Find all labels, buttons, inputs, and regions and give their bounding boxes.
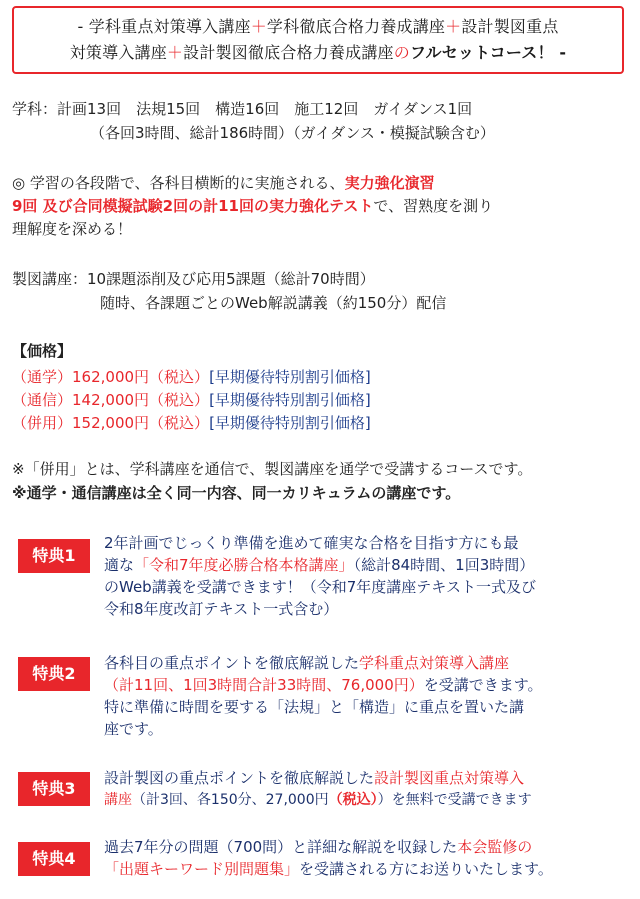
perk-4-text (104, 836, 636, 880)
banner-text: 対策導入講座 (69, 43, 167, 62)
perk-line: 2年計画でじっくり準備を進めて確実な合格を目指す方にも最 (104, 534, 519, 552)
price-tax: （税込） (149, 414, 210, 432)
practice-line-2 (12, 195, 493, 217)
price-tax: （税込） (149, 391, 210, 409)
perk-highlight: （計11回、1回3時間合計33時間、76,000円） (104, 676, 424, 694)
perk-3-badge: 特典3 (18, 772, 90, 806)
perk-line (104, 652, 636, 674)
drafting-line-1: 製図講座：10課題添削及び応用5課題（総計70時間） (12, 270, 375, 288)
banner-text: フルセットコース！ - (409, 43, 567, 62)
perk-text-segment: 設計製図の重点ポイントを徹底解説した (104, 769, 375, 787)
perk-2-badge: 特典2 (18, 657, 90, 691)
perk-text-segment: を受講される方にお送りいたします。 (299, 860, 553, 878)
subjects-hours: （各回3時間、総計186時間）（ガイダンス・模擬試験含む） (90, 124, 495, 142)
practice-text: で、習熟度を測り (373, 197, 494, 215)
price-note: [早期優待特別割引価格] (209, 414, 371, 432)
price-heading: 【価格】 (12, 342, 73, 360)
course-title-banner (12, 6, 624, 74)
perk-highlight: 学科重点対策導入講座 (359, 654, 510, 672)
perk-line: のWeb講義を受講できます！（令和7年度講座テキスト一式及び (104, 578, 536, 596)
perk-line (104, 554, 636, 576)
note-combined-course: ※「併用」とは、学科講座を通信で、製図講座を通学で受講するコースです。 (12, 460, 533, 478)
plus-sign: ＋ (250, 17, 267, 36)
price-row (12, 366, 371, 388)
perk-text-segment: 過去7年分の問題（700問）と詳細な解説を収録した (104, 838, 458, 856)
perk-line (104, 836, 636, 858)
subjects-line: 学科：計画13回 法規15回 構造16回 施工12回 ガイダンス1回 (12, 100, 473, 118)
perk-highlight: 設計製図重点対策導入 (374, 769, 525, 787)
perk-2-text (104, 652, 636, 740)
banner-line-1 (18, 14, 618, 40)
perk-text-segment: 適な (104, 556, 135, 574)
perk-tax: （税込） (328, 792, 378, 808)
perk-text-segment: を受講できます。 (423, 676, 543, 694)
price-note: [早期優待特別割引価格] (209, 368, 371, 386)
perk-line: 特に準備に時間を要する「法規」と「構造」に重点を置いた講 (104, 698, 525, 716)
plus-sign: ＋ (166, 43, 184, 62)
perk-line (104, 789, 636, 811)
perk-1-badge: 特典1 (18, 539, 90, 573)
perk-highlight: 「出題キーワード別問題集」 (104, 860, 300, 878)
price-tax: （税込） (149, 368, 210, 386)
banner-text: - 学科重点対策導入講座 (77, 17, 251, 36)
price-type: （併用） (12, 414, 73, 432)
perk-line: 令和8年度改訂テキスト一式含む） (104, 600, 339, 618)
price-type: （通学） (12, 368, 73, 386)
price-type: （通信） (12, 391, 73, 409)
practice-text: ◎ 学習の各段階で、各科目横断的に実施される、 (12, 174, 345, 192)
perk-line (104, 767, 636, 789)
perk-3-text (104, 767, 636, 811)
price-amount: 142,000円 (72, 391, 150, 409)
price-row (12, 389, 371, 411)
banner-text: 設計製図重点 (461, 17, 559, 36)
perk-text-segment: （計3回、各150分、27,000円 (132, 792, 329, 808)
plus-sign: ＋ (445, 17, 462, 36)
drafting-line-2: 随時、各課題ごとのWeb解説講義（約150分）配信 (100, 294, 447, 312)
banner-line-2 (18, 40, 618, 66)
practice-line-3: 理解度を深める！ (12, 220, 133, 238)
price-amount: 152,000円 (72, 414, 150, 432)
perk-line: 座です。 (104, 720, 163, 738)
perk-highlight: 講座 (104, 792, 132, 808)
banner-text: 設計製図徹底合格力養成講座 (183, 43, 394, 62)
perk-line (104, 674, 636, 696)
perk-highlight: 「令和7年度必勝合格本格講座」 (134, 556, 354, 574)
banner-text: 学科徹底合格力養成講座 (266, 17, 446, 36)
practice-highlight: 実力強化演習 (344, 174, 435, 192)
practice-line-1 (12, 172, 435, 194)
perk-text-segment: ）を無料で受講できます (377, 792, 532, 808)
banner-text: の (393, 43, 410, 62)
perk-text-segment: （総計84時間、1回3時間） (353, 556, 535, 574)
perk-4-badge: 特典4 (18, 842, 90, 876)
perk-text-segment: 各科目の重点ポイントを徹底解説した (104, 654, 360, 672)
practice-highlight: 9回 及び合同模擬試験2回の計11回の実力強化テスト (12, 197, 374, 215)
price-amount: 162,000円 (72, 368, 150, 386)
note-same-curriculum: ※通学・通信講座は全く同一内容、同一カリキュラムの講座です。 (12, 484, 461, 502)
perk-line (104, 858, 636, 880)
price-note: [早期優待特別割引価格] (209, 391, 371, 409)
perk-highlight: 本会監修の (457, 838, 533, 856)
perk-1-text (104, 532, 636, 620)
price-row (12, 412, 371, 434)
